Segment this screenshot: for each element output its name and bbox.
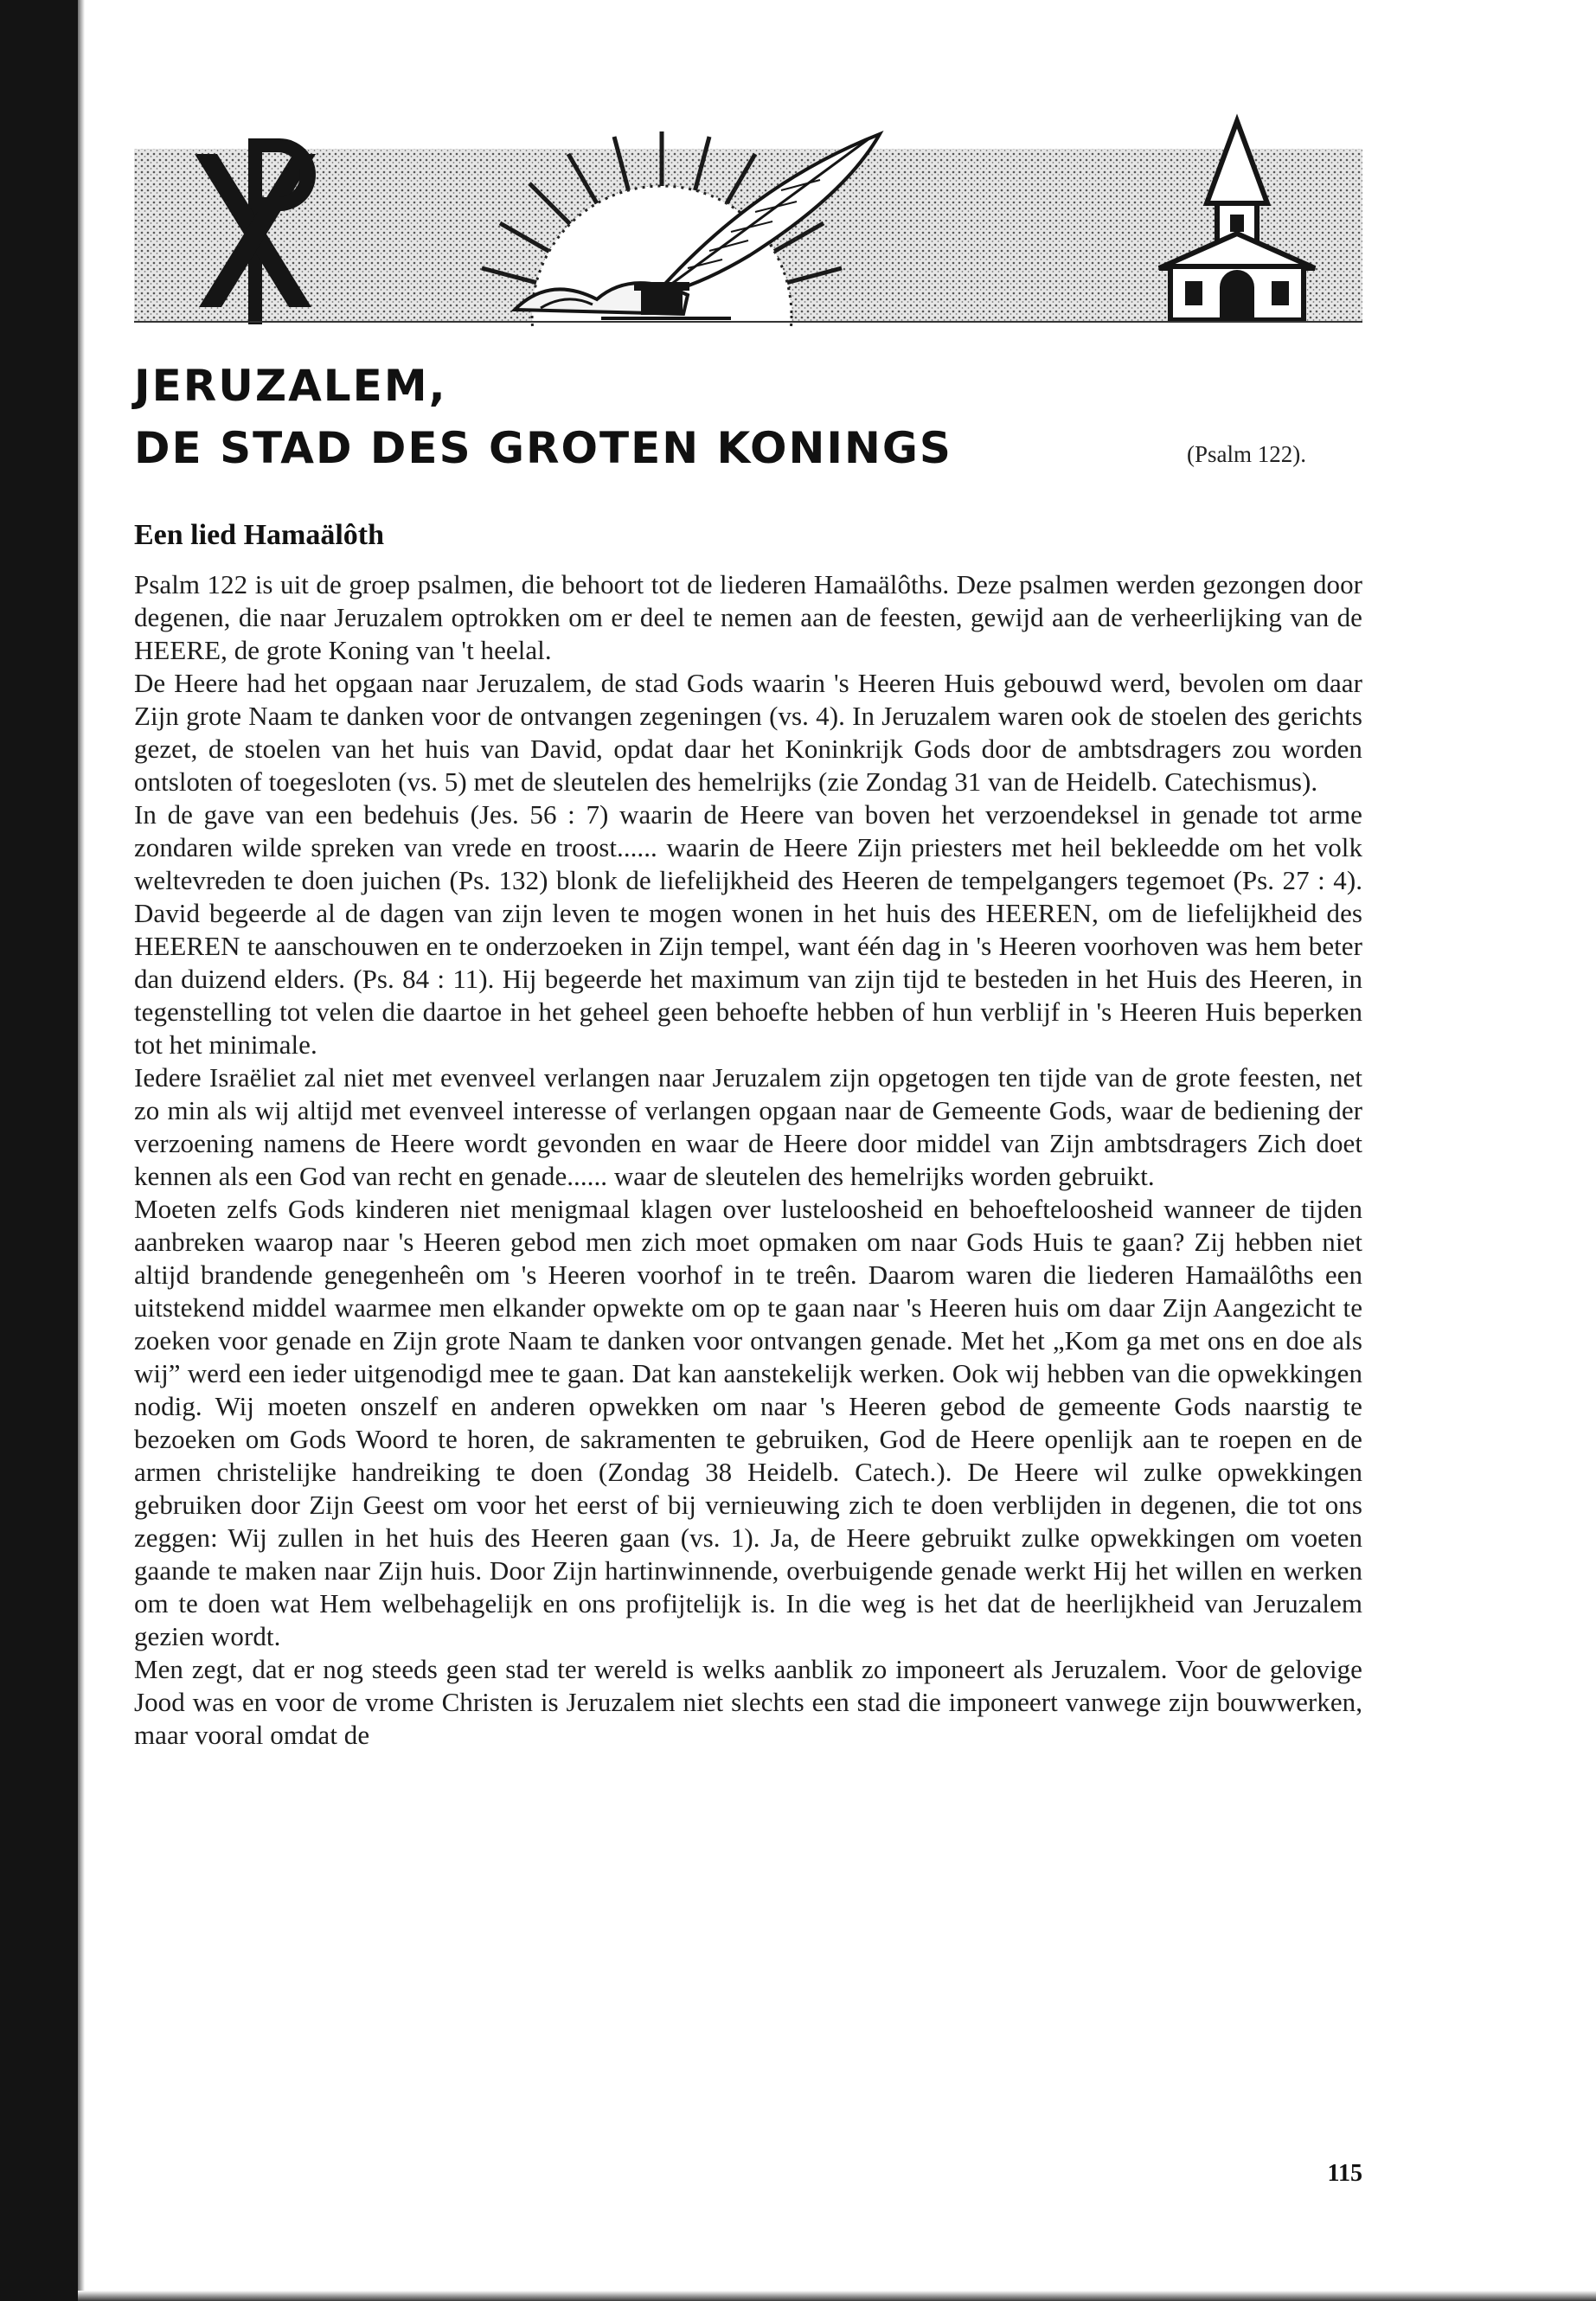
paragraph-6: Men zegt, dat er nog steeds geen stad ter wereld is welks aanblik zo imponeert als Jeruzalem. Voor de gelovige Jood was en voor de vrome Christen is Jeruzalem niet slechts een stad die imponeert vanwege zijn bouwwerken, maar vooral omdat de [134,1654,1362,1750]
psalm-reference: (Psalm 122). [1187,441,1306,467]
page-bottom-edge [78,2291,1596,2301]
page-number: 115 [1327,2160,1362,2187]
section-heading: Een lied Hamaälôth [134,519,385,551]
paragraph-1: Psalm 122 is uit de groep psalmen, die behoort tot de liederen Hamaälôths. Deze psalmen werden gezongen door degenen, die naar Jeruzalem optrokken om er deel te nemen aan de feesten, gewijd aan de verheerlijking van de HEERE, de grote Koning van 't heelal. [134,569,1362,665]
article-body [134,568,1362,1752]
header-banner-illustration [134,104,1362,329]
book-binding-shadow [0,0,78,2301]
title-line-1: JERUZALEM, [134,361,447,411]
page-title [134,355,952,479]
title-line-2: DE STAD DES GROTEN KONINGS [134,423,952,473]
paragraph-4: Iedere Israëliet zal niet met evenveel verlangen naar Jeruzalem zijn opgetogen ten tijde van de grote feesten, net zo min als wij altijd met evenveel interesse of verlangen opgaan naar de Gemeente Gods, waar de bediening der verzoening namens de Heere wordt gevonden en waar de Heere door middel van Zijn ambtsdragers Zich doet kennen als een God van recht en genade...... waar de sleutelen des hemelrijks worden gebruikt. [134,1062,1362,1191]
paragraph-3: In de gave van een bedehuis (Jes. 56 : 7) waarin de Heere van boven het verzoendeksel in genade tot arme zondaren wilde spreken van vrede en troost...... waarin de Heere Zijn priesters met heil bekleedde om het volk weltevreden te doen juichen (Ps. 132) blonk de liefelijkheid des Heeren de tempelgangers tegemoet (Ps. 27 : 4). David begeerde al de dagen van zijn leven te mogen wonen in het huis des HEEREN, om de liefelijkheid des HEEREN te aanschouwen en te onderzoeken in Zijn tempel, want één dag in 's Heeren voorhoven was hem beter dan duizend elders. (Ps. 84 : 11). Hij begeerde het maximum van zijn tijd te besteden in het Huis des Heeren, in tegenstelling tot velen die daartoe in het geheel geen behoefte hebben of hun verblijf in 's Heeren Huis beperken tot het minimale. [134,799,1362,1060]
paragraph-2: De Heere had het opgaan naar Jeruzalem, de stad Gods waarin 's Heeren Huis gebouwd werd, bevolen om daar Zijn grote Naam te danken voor de ontvangen zegeningen (vs. 4). In Jeruzalem waren ook de stoelen des gerichts gezet, de stoelen van het huis van David, opdat daar het Koninkrijk Gods door de ambtsdragers zou worden ontsloten of toegesloten (vs. 5) met de sleutelen des hemelrijks (zie Zondag 31 van de Heidelb. Catechismus). [134,668,1362,797]
paragraph-5: Moeten zelfs Gods kinderen niet menigmaal klagen over lusteloosheid en behoefteloosheid wanneer de tijden aanbreken waarop naar 's Heeren gebod men zich moet opmaken om naar Gods Huis te gaan? Zij hebben niet altijd brandende genegenheên om 's Heeren voorhof in te treên. Daarom waren die liederen Hamaälôths een uitstekend middel waarmee men elkander opwekte om op te gaan naar 's Heeren huis om daar Zijn Aangezicht te zoeken voor genade en Zijn grote Naam te danken voor ontvangen genade. Met het „Kom ga met ons en doe als wij” werd een ieder uitgenodigd mee te gaan. Dat kan aanstekelijk werken. Ook wij hebben van die opwekkingen nodig. Wij moeten onszelf en anderen opwekken om naar 's Heeren gebod de gemeente Gods naarstig te bezoeken om Gods Woord te horen, de sakramenten te gebruiken, God de Heere openlijk aan te roepen en de armen christelijke handreiking te doen (Zondag 38 Heidelb. Catech.). De Heere wil zulke opwekkingen gebruiken door Zijn Geest om voor het eerst of bij vernieuwing zich te doen verblijden in degenen, die tot ons zeggen: Wij zullen in het huis des Heeren gaan (vs. 1). Ja, de Heere gebruikt zulke opwekkingen om voeten gaande te maken naar Zijn huis. Door Zijn hartinwinnende, overbuigende genade werkt Hij het willen en werken om te doen wat Hem welbehagelijk en ons profijtelijk is. In die weg is het dat de heerlijkheid van Jeruzalem gezien wordt. [134,1194,1362,1651]
